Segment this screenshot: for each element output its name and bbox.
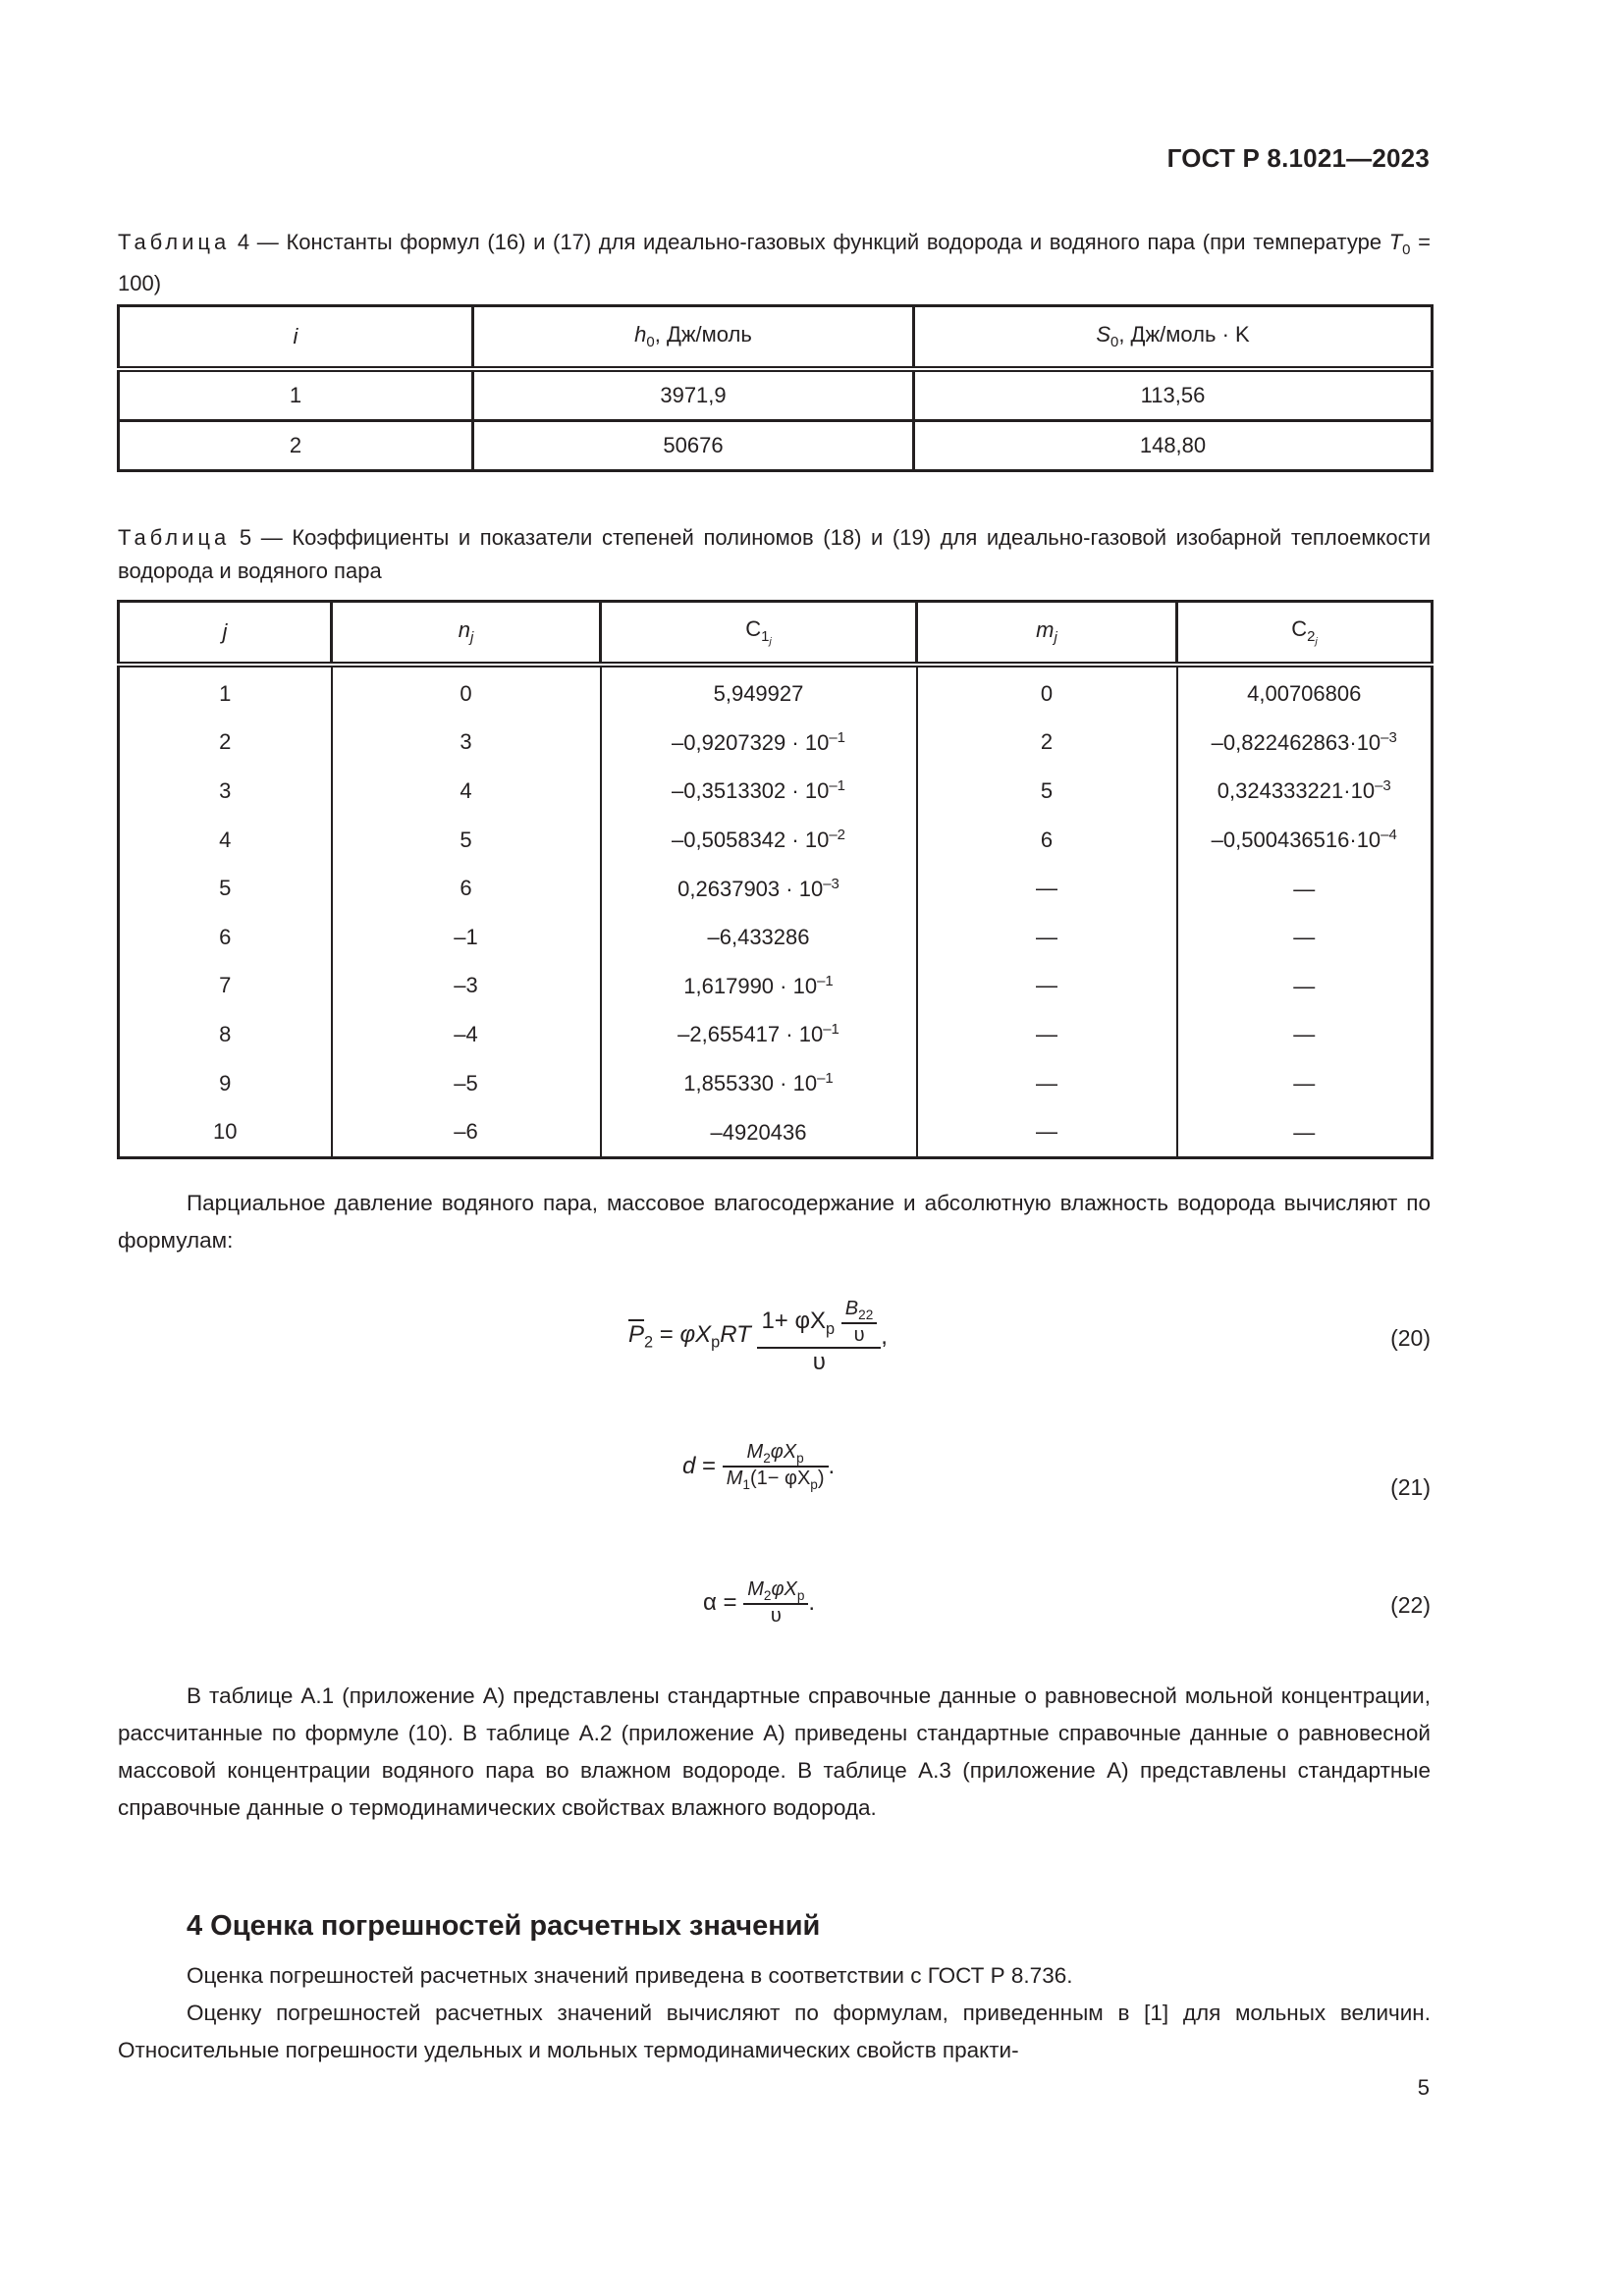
table-row xyxy=(119,719,1433,768)
table-cell: — xyxy=(1177,1010,1433,1059)
table-cell: –6,433286 xyxy=(601,913,917,962)
table5 xyxy=(117,600,1434,1159)
table-cell: — xyxy=(917,962,1177,1011)
table5-caption xyxy=(118,521,1431,588)
paragraph-section4-b: Оценку погрешностей расчетных значений вычисляют по формулам, приведенным в [1] для мольных величин. Относительные погрешности удельных и мольных термодинамических свойств практи- xyxy=(118,2001,1431,2062)
table-cell: 0 xyxy=(332,665,601,719)
table-cell: $0,2637903 \cdot 10^{-3}$ xyxy=(601,864,917,913)
table-cell: 4,00706806 xyxy=(1177,665,1433,719)
table-cell: –4 xyxy=(332,1010,601,1059)
table-row xyxy=(119,1010,1433,1059)
caption-var-sub: 0 xyxy=(1402,241,1411,259)
equation-number-20: (20) xyxy=(1390,1325,1431,1351)
table-cell: — xyxy=(917,1059,1177,1108)
table-row xyxy=(119,1059,1433,1108)
table-row xyxy=(119,369,1433,421)
table-cell: — xyxy=(1177,864,1433,913)
caption-end: = 100) xyxy=(118,230,1431,296)
caption-text: 4 — Константы формул (16) и (17) для идеально-газовых функций водорода и водяного пара (при температуре xyxy=(230,230,1389,254)
paragraph-section4-a: Оценка погрешностей расчетных значений приведена в соответствии с ГОСТ Р 8.736. xyxy=(187,1963,1073,1988)
formula-22: α = $\frac{M_2\varphi X_p}{\upsilon}$ . xyxy=(703,1578,816,1627)
table-cell: –6 xyxy=(332,1107,601,1157)
table-cell: 4 xyxy=(332,767,601,816)
table-cell: $-0,822462863\cdot 10^{-3}$ xyxy=(1177,719,1433,768)
table-cell: $-0,5058342 \cdot 10^{-2}$ xyxy=(601,816,917,865)
paragraph-formulas-intro: Парциальное давление водяного пара, массовое влагосодержание и абсолютную влажность водорода вычисляют по формулам: xyxy=(118,1191,1431,1253)
table-cell: –1 xyxy=(332,913,601,962)
table-cell: 5,949927 xyxy=(601,665,917,719)
table-cell: 8 xyxy=(119,1010,332,1059)
table-cell: $-0,9207329 \cdot 10^{-1}$ xyxy=(601,719,917,768)
table4-header-s0: $S_0$, Дж/моль · K xyxy=(914,306,1433,370)
table-cell: 113,56 xyxy=(914,369,1433,421)
equation-number-22: (22) xyxy=(1390,1592,1431,1618)
table-cell: 6 xyxy=(917,816,1177,865)
table-cell: 3 xyxy=(332,719,601,768)
table-cell: — xyxy=(1177,962,1433,1011)
table-cell: –4920436 xyxy=(601,1107,917,1157)
table-cell: 50676 xyxy=(473,421,914,471)
table-cell: — xyxy=(917,1010,1177,1059)
formula-20: $\overline{P}_2 = \varphi X_pRT$ $1+ \varphi X_p$ $\frac{B_{22}}{\upsilon}$ υ , xyxy=(628,1298,888,1375)
table-row xyxy=(119,913,1433,962)
table-cell: $-0,3513302 \cdot 10^{-1}$ xyxy=(601,767,917,816)
table-cell: 2 xyxy=(119,421,473,471)
table-cell: 9 xyxy=(119,1059,332,1108)
table-cell: 0 xyxy=(917,665,1177,719)
table-cell: 5 xyxy=(917,767,1177,816)
table-cell: 5 xyxy=(119,864,332,913)
table-cell: $1,855330 \cdot 10^{-1}$ xyxy=(601,1059,917,1108)
table4-header-i: i xyxy=(119,306,473,370)
table5-header-mj: $m_j$ xyxy=(917,602,1177,666)
table-cell: 6 xyxy=(332,864,601,913)
caption-prefix: Таблица xyxy=(118,525,231,550)
table5-header-c2j: $C_{2_j}$ xyxy=(1177,602,1433,666)
table4-header-h0: $h_0$, Дж/моль xyxy=(473,306,914,370)
table-cell: $-2,655417 \cdot 10^{-1}$ xyxy=(601,1010,917,1059)
formula-21: d = $\frac{M_2\varphi X_p}{M_1(1- \varphi X_p)}$ . xyxy=(682,1441,836,1492)
table-cell: –5 xyxy=(332,1059,601,1108)
table-cell: 6 xyxy=(119,913,332,962)
paragraph-appendix-tables: В таблице А.1 (приложение А) представлены стандартные справочные данные о равновесной мольной концентрации, рассчитанные по формуле (10). В таблице А.2 (приложение А) приведены стандартные справочные данные о равновесной массовой концентрации водяного пара во влажном водороде. В таблице А.3 (приложение А) представлены стандартные справочные данные о термодинамических свойствах влажного водорода. xyxy=(118,1683,1431,1820)
page-number: 5 xyxy=(1417,2075,1430,2100)
table-cell: — xyxy=(917,864,1177,913)
document-header-id: ГОСТ Р 8.1021—2023 xyxy=(1166,143,1430,173)
table-cell: $0,324333221\cdot 10^{-3}$ xyxy=(1177,767,1433,816)
table-row xyxy=(119,767,1433,816)
table5-header-nj: $n_j$ xyxy=(332,602,601,666)
table-cell: — xyxy=(917,913,1177,962)
table-cell: 1 xyxy=(119,665,332,719)
table-cell: 1 xyxy=(119,369,473,421)
table-cell: 2 xyxy=(119,719,332,768)
table4-header-row xyxy=(119,306,1433,370)
table-cell: 10 xyxy=(119,1107,332,1157)
table-cell: 7 xyxy=(119,962,332,1011)
table-cell: 4 xyxy=(119,816,332,865)
table-row xyxy=(119,1107,1433,1157)
table-cell: $1,617990 \cdot 10^{-1}$ xyxy=(601,962,917,1011)
table-row xyxy=(119,864,1433,913)
table-cell: –3 xyxy=(332,962,601,1011)
table-cell: 3 xyxy=(119,767,332,816)
table-cell: 5 xyxy=(332,816,601,865)
table-cell: 3971,9 xyxy=(473,369,914,421)
caption-prefix: Таблица xyxy=(118,230,231,254)
table4 xyxy=(117,304,1434,472)
equation-number-21: (21) xyxy=(1390,1474,1431,1500)
caption-text: 5 — Коэффициенты и показатели степеней полиномов (18) и (19) для идеально-газовой изобарной теплоемкости водорода и водяного пара xyxy=(118,525,1431,583)
table5-header-c1j: $C_{1_j}$ xyxy=(601,602,917,666)
table-cell: — xyxy=(1177,913,1433,962)
table5-header-j: j xyxy=(119,602,332,666)
table-row xyxy=(119,421,1433,471)
table-row xyxy=(119,816,1433,865)
table4-caption xyxy=(118,226,1431,300)
table-cell: $-0,500436516\cdot 10^{-4}$ xyxy=(1177,816,1433,865)
table-cell: 148,80 xyxy=(914,421,1433,471)
section-4-heading: 4 Оценка погрешностей расчетных значений xyxy=(187,1910,821,1942)
table-cell: 2 xyxy=(917,719,1177,768)
caption-var: T xyxy=(1388,230,1403,254)
table-cell: — xyxy=(917,1107,1177,1157)
table-cell: — xyxy=(1177,1107,1433,1157)
table5-header-row xyxy=(119,602,1433,666)
table-row xyxy=(119,962,1433,1011)
table-cell: — xyxy=(1177,1059,1433,1108)
table-row xyxy=(119,665,1433,719)
